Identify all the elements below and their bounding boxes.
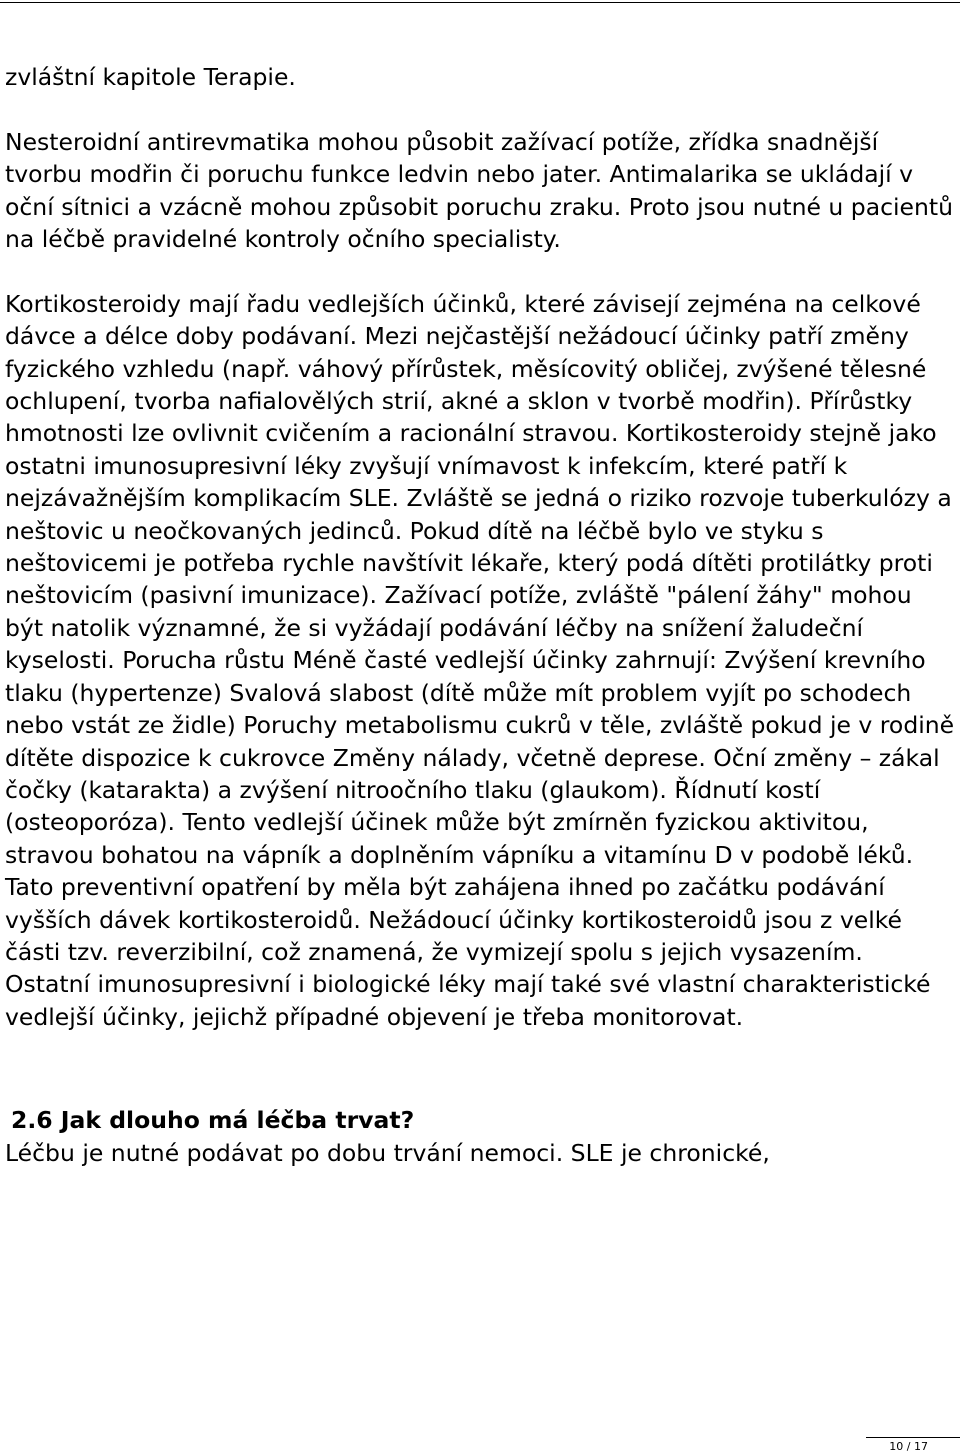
intro-line: zvláštní kapitole Terapie.: [5, 63, 296, 91]
spacer: [5, 93, 957, 125]
section-heading: 2.6 Jak dlouho má léčba trvat?: [11, 1106, 415, 1135]
document-page: [5, 61, 957, 1169]
section-first-line: Léčbu je nutné podávat po dobu trvání nemoci. SLE je chronické,: [5, 1138, 770, 1167]
spacer: [5, 255, 957, 287]
paragraph-nsaid: Nesteroidní antirevmatika mohou působit zažívací potíže, zřídka snadnější tvorbu modřin či poruchu funkce ledvin nebo jater. Antimalarika se ukládají v oční sítnici a vzácně mohou způsobit poruchu zraku. Proto jsou nutné u pacientů na léčbě pravidelné kontroly očního specialisty.: [5, 127, 953, 254]
paragraph-corticosteroids: Kortikosteroidy mají řadu vedlejších účinků, které závisejí zejména na celkové dávce a délce doby podávaní. Mezi nejčastější nežádoucí účinky patří změny fyzického vzhledu (např. váhový přírůstek, měsícovitý obličej, zvýšené tělesné ochlupení, tvorba nafialovělých strií, akné a sklon v tvorbě modřin). Přírůstky hmotnosti lze ovlivnit cvičením a racionální stravou. Kortikosteroidy stejně jako ostatni imunosupresivní léky zvyšují vnímavost k infekcím, které patří k nejzávažnějším komplikacím SLE. Zvláště se jedná o riziko rozvoje tuberkulózy a neštovic u neočkovaných jedinců. Pokud dítě na léčbě bylo ve styku s neštovicemi je potřeba rychle navštívit lékaře, který podá dítěti protilátky proti neštovicím (pasivní imunizace). Zažívací potíže, zvláště "pálení žáhy" mohou být natolik významné, že si vyžádají podávání léčby na snížení žaludeční kyselosti. Porucha růstu Méně časté vedlejší účinky zahrnují: Zvýšení krevního tlaku (hypertenze) Svalová slabost (dítě může mít problem vyjít po schodech nebo vstát ze židle) Poruchy metabolismu cukrů v těle, zvláště pokud je v rodině dítěte dispozice k cukrovce Změny nálady, včetně deprese. Oční změny – zákal čočky (katarakta) a zvýšení nitroočního tlaku (glaukom). Řídnutí kostí (osteoporóza). Tento vedlejší účinek může být zmírněn fyzickou aktivitou, stravou bohatou na vápník a doplněním vápníku a vitamínu D v podobě léků. Tato preventivní opatření by měla být zahájena ihned po začátku podávání vyšších dávek kortikosteroidů. Nežádoucí účinky kortikosteroidů jsou z velké části tzv. reverzibilní, což znamená, že vymizejí spolu s jejich vysazením.: [5, 289, 955, 966]
footer-rule: [866, 1437, 960, 1438]
paragraph-other-drugs: Ostatní imunosupresivní i biologické léky mají také své vlastní charakteristické vedlejší účinky, jejichž případné objevení je třeba monitorovat.: [5, 970, 931, 1031]
spacer: [5, 1033, 957, 1104]
top-rule: [0, 2, 960, 3]
page-number: 10 / 17: [889, 1440, 928, 1453]
